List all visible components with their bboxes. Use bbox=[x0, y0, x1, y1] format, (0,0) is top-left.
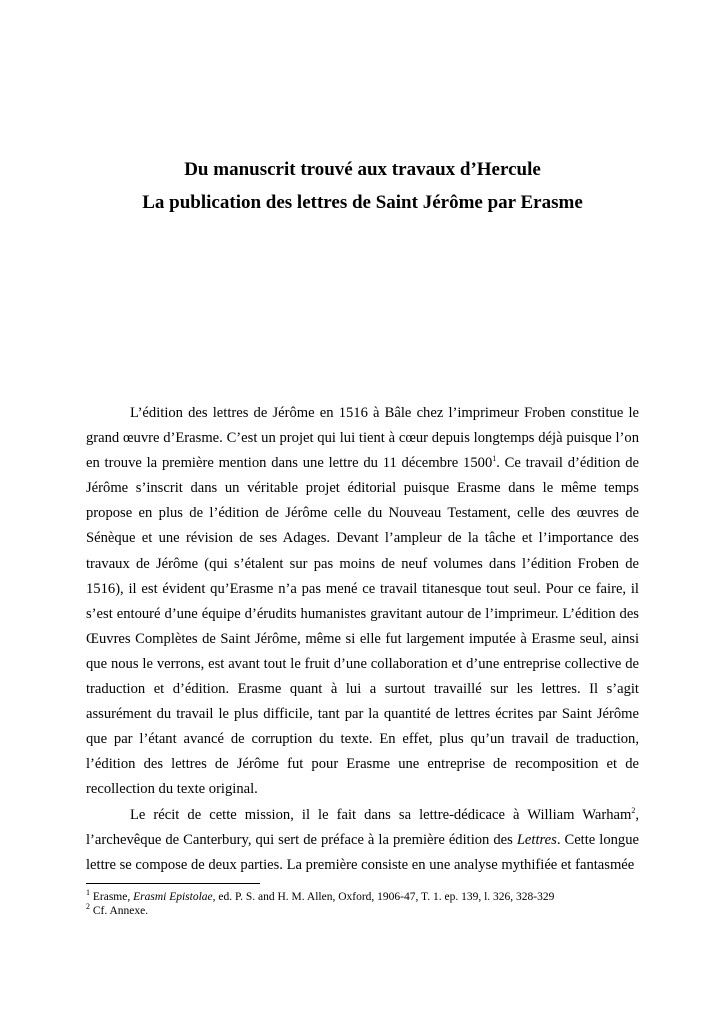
paragraph-2-text-a: Le récit de cette mission, il le fait dans sa lettre-dédicace à William Warham bbox=[130, 806, 632, 823]
paragraph-1-text-b: . Ce travail d’édition de Jérôme s’inscrit dans un véritable projet éditorial puisque Erasme dans le même temps propose en plus de l’édition de Jérôme celle du Nouveau Testament, celle des œuvres de Sénèque et une révision de ses Adages. Devant l’ampleur de la tâche et l’importance des travaux de Jérôme (qui s’étalent sur pas moins de neuf volumes dans l’édition Froben de 1516), il est évident qu’Erasme n’a pas mené ce travail titanesque tout seul. Pour ce faire, il s’est entouré d’une équipe d’érudits humanistes gravitant autour de l’imprimeur. L’édition des Œuvres Complètes de Saint Jérôme, même si elle fut largement imputée à Erasme seul, ainsi que nous le verrons, est avant tout le fruit d’une collaboration et d’une entreprise collective de traduction et d’édition. Erasme quant à lui a surtout travaillé sur les lettres. Il s’agit assurément du travail le plus difficile, tant par la quantité de lettres écrites par Saint Jérôme que par l’étant avancé de corruption du texte. En effet, plus qu’un travail de traduction, l’édition des lettres de Jérôme fut pour Erasme une entreprise de recomposition et de recollection du texte original. bbox=[86, 455, 639, 798]
footnote-2 bbox=[86, 904, 646, 918]
paragraph-2-italic-title: Lettres bbox=[516, 831, 557, 848]
footnote-1-italic: Erasmi Epistolae bbox=[133, 891, 213, 903]
document-subtitle: La publication des lettres de Saint Jérôme par Erasme bbox=[142, 192, 583, 213]
paragraph-2-text-c: . Cette longue lettre se compose de deux parties. La première consiste en une analyse mythifiée et fantasmée bbox=[86, 831, 639, 873]
paragraph-1-text-a: L’édition des lettres de Jérôme en 1516 à Bâle chez l’imprimeur Froben constitue le grand œuvre d’Erasme. C’est un projet qui lui tient à cœur depuis longtemps déjà puisque l’on en trouve la première mention dans une lettre du 11 décembre 1500 bbox=[86, 405, 639, 472]
footnote-ref-2: 2 bbox=[631, 805, 636, 815]
footnote-1-text-a: Erasme, bbox=[90, 891, 134, 903]
footnote-ref-1: 1 bbox=[492, 454, 497, 464]
footnote-1-number: 1 bbox=[86, 888, 90, 898]
footnote-2-number: 2 bbox=[86, 902, 90, 912]
body-text bbox=[86, 401, 639, 878]
footnote-1 bbox=[86, 890, 646, 904]
paragraph-2-text-b: , l’archevêque de Canterbury, qui sert de préface à la première édition des bbox=[86, 806, 639, 848]
footnote-2-text: Cf. Annexe. bbox=[90, 905, 149, 917]
paragraph-1 bbox=[86, 401, 639, 803]
paragraph-2 bbox=[86, 803, 639, 878]
document-title: Du manuscrit trouvé aux travaux d’Hercule bbox=[184, 159, 541, 180]
footnote-separator bbox=[86, 883, 260, 884]
footnote-1-text-b: , ed. P. S. and H. M. Allen, Oxford, 1906-47, T. 1. ep. 139, l. 326, 328-329 bbox=[212, 891, 555, 903]
